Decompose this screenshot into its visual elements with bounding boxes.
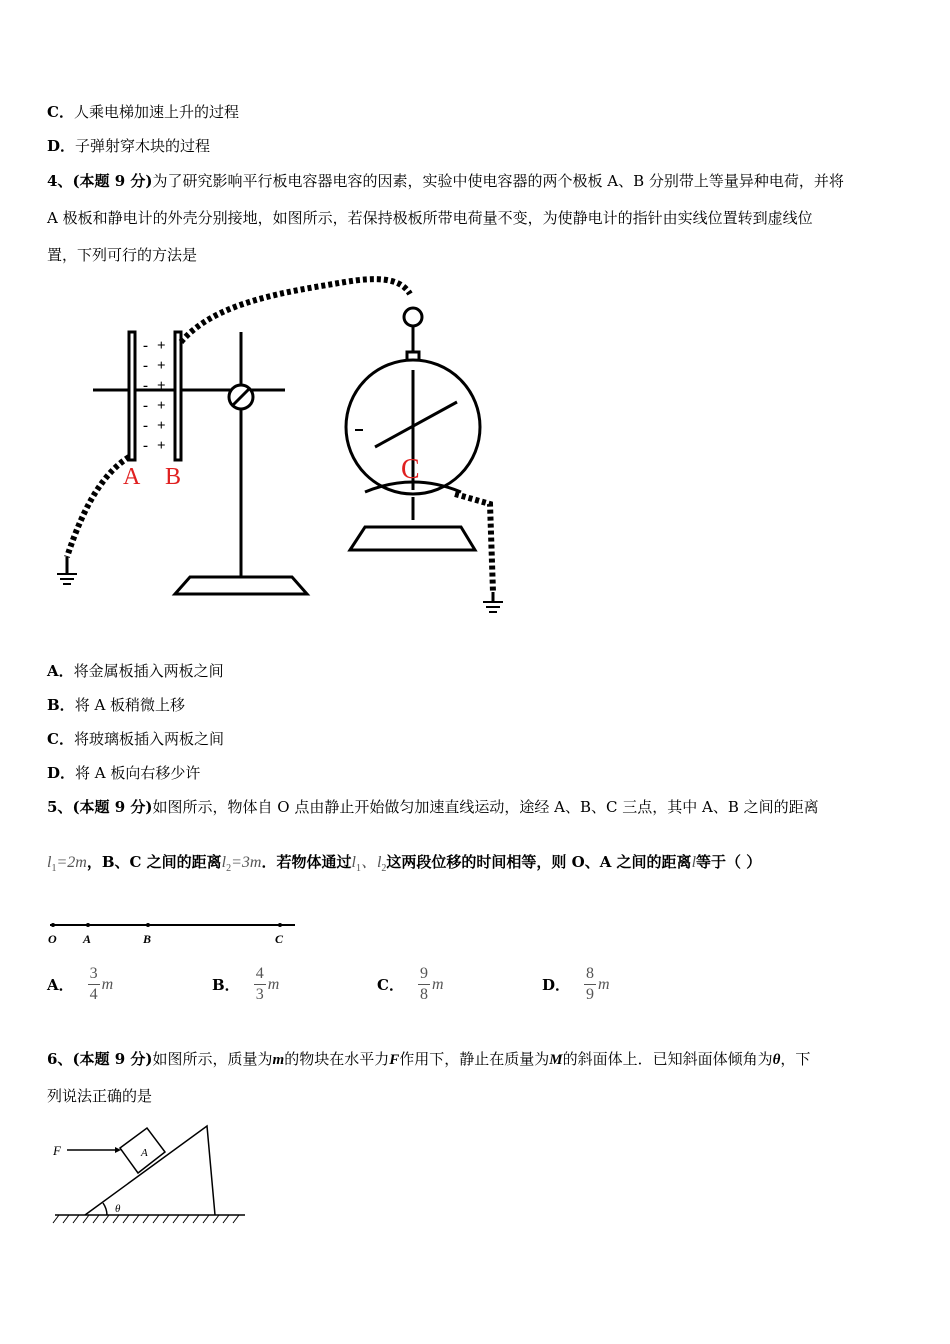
l1-ref: $l_1$ bbox=[351, 854, 361, 874]
symbol-f: F bbox=[389, 1052, 400, 1068]
force-label: F bbox=[53, 1143, 61, 1158]
minus-sign: - bbox=[143, 398, 148, 414]
unit: m bbox=[267, 975, 280, 993]
q5-option-c bbox=[377, 965, 444, 1004]
stem-text: 的物块在水平力 bbox=[284, 1050, 390, 1068]
question-score: (本题 9 分) bbox=[72, 798, 153, 816]
option-text: 人乘电梯加速上升的过程 bbox=[73, 103, 239, 121]
question-number: 4、 bbox=[47, 172, 73, 190]
plus-sign: + bbox=[157, 358, 166, 374]
fraction: $\frac{4}{3}$ bbox=[255, 965, 264, 1003]
option-text: 子弹射穿木块的过程 bbox=[75, 137, 211, 155]
separator: 、 bbox=[360, 854, 377, 871]
block-label: A bbox=[141, 1147, 148, 1159]
q3-option-c bbox=[47, 102, 239, 122]
l2-symbol: $l_2$ bbox=[221, 854, 232, 874]
option-label: A． bbox=[47, 662, 74, 680]
stem-text: ，下 bbox=[780, 1050, 811, 1068]
minus-sign: - bbox=[143, 378, 148, 394]
question-number: 6、 bbox=[47, 1050, 73, 1068]
stem-text: 作用下，静止在质量为 bbox=[399, 1050, 550, 1068]
minus-sign: - bbox=[143, 438, 148, 454]
q4-option-c bbox=[47, 729, 224, 749]
option-label: C． bbox=[47, 103, 74, 121]
q4-stem-line3: 置，下列可行的方法是 bbox=[47, 246, 198, 264]
option-text: 将金属板插入两板之间 bbox=[73, 662, 224, 680]
plus-sign: + bbox=[157, 418, 166, 434]
stem-text: ，B、C 之间的距离 bbox=[86, 853, 222, 871]
option-text: 将 A 板向右移少许 bbox=[75, 764, 201, 782]
stem-text: 如图所示，质量为 bbox=[152, 1050, 273, 1068]
option-label: C． bbox=[47, 730, 74, 748]
plus-sign: + bbox=[157, 378, 166, 394]
q4-option-d bbox=[47, 763, 200, 783]
q5-stem-line2 bbox=[47, 852, 761, 879]
symbol-big-m: M bbox=[549, 1052, 563, 1068]
electrometer-label: C bbox=[401, 454, 420, 485]
plus-sign: + bbox=[157, 338, 166, 354]
l1-symbol: $l_1$ bbox=[47, 854, 57, 874]
minus-sign: - bbox=[143, 418, 148, 434]
plate-a-label: A bbox=[123, 464, 141, 490]
option-label: D． bbox=[47, 137, 76, 155]
stem-text: 为了研究影响平行板电容器电容的因素，实验中使电容器的两个极板 A、B 分别带上等量异种电荷，并将 bbox=[152, 172, 844, 190]
q6-stem-line1 bbox=[47, 1049, 810, 1070]
option-label: C． bbox=[377, 976, 404, 994]
stem-text: ．若物体通过 bbox=[261, 853, 352, 871]
q5-stem-line1 bbox=[47, 797, 819, 817]
question-number: 5、 bbox=[47, 798, 73, 816]
point-o-label: O bbox=[48, 932, 57, 946]
plus-sign: + bbox=[157, 438, 166, 454]
stem-text: 等于（ ） bbox=[696, 853, 762, 871]
l1-value: =2m bbox=[56, 854, 87, 871]
unit: m bbox=[598, 975, 610, 993]
symbol-m: m bbox=[272, 1052, 285, 1068]
q5-option-a bbox=[47, 965, 113, 1004]
point-b-label: B bbox=[143, 932, 152, 946]
option-label: D． bbox=[47, 764, 76, 782]
option-text: 将 A 板稍微上移 bbox=[74, 696, 186, 714]
q5-option-d bbox=[542, 965, 610, 1004]
l2-ref: $l_2$ bbox=[376, 854, 387, 874]
point-a-label: A bbox=[83, 932, 92, 946]
unit: m bbox=[431, 975, 444, 993]
stem-text: 这两段位移的时间相等，则 O、A 之间的距离 bbox=[386, 853, 692, 871]
fraction: $\frac{9}{8}$ bbox=[419, 965, 428, 1003]
option-label: B． bbox=[212, 976, 240, 994]
q4-stem-line2: A 极板和静电计的外壳分别接地，如图所示，若保持极板所带电荷量不变，为使静电计的指针由实线位置转到虚线位 bbox=[47, 209, 813, 227]
option-text: 将玻璃板插入两板之间 bbox=[73, 730, 224, 748]
oabc-line-figure bbox=[45, 915, 305, 950]
l2-value: =3m bbox=[231, 854, 262, 871]
l-symbol: l bbox=[691, 854, 697, 871]
option-label: D． bbox=[542, 976, 571, 994]
plus-sign: + bbox=[157, 398, 166, 414]
q5-option-b bbox=[212, 965, 279, 1004]
unit: m bbox=[101, 975, 114, 993]
q4-option-a bbox=[47, 661, 224, 681]
minus-sign: - bbox=[143, 358, 148, 374]
q3-option-d bbox=[47, 136, 210, 156]
minus-sign: - bbox=[143, 338, 148, 354]
plate-b-label: B bbox=[165, 464, 182, 490]
question-score: (本题 9 分) bbox=[72, 1050, 153, 1068]
fraction: $\frac{3}{4}$ bbox=[89, 965, 98, 1003]
option-label: A． bbox=[47, 976, 74, 994]
option-label: B． bbox=[47, 696, 75, 714]
stem-text: 如图所示，物体自 O 点由静止开始做匀加速直线运动，途经 A、B、C 三点，其中 A、B 之间的距离 bbox=[152, 798, 819, 816]
q4-stem-line1 bbox=[47, 171, 844, 191]
q6-stem-line2: 列说法正确的是 bbox=[47, 1087, 153, 1105]
incline-block-figure bbox=[45, 1118, 255, 1233]
point-c-label: C bbox=[275, 932, 284, 946]
capacitor-electrometer-figure bbox=[45, 272, 515, 622]
stem-text: 的斜面体上．已知斜面体倾角为 bbox=[562, 1050, 773, 1068]
fraction: $\frac{8}{9}$ bbox=[586, 965, 595, 1003]
question-score: (本题 9 分) bbox=[72, 172, 153, 190]
q4-option-b bbox=[47, 695, 185, 715]
symbol-theta: θ bbox=[772, 1052, 781, 1068]
angle-label: θ bbox=[115, 1203, 121, 1215]
